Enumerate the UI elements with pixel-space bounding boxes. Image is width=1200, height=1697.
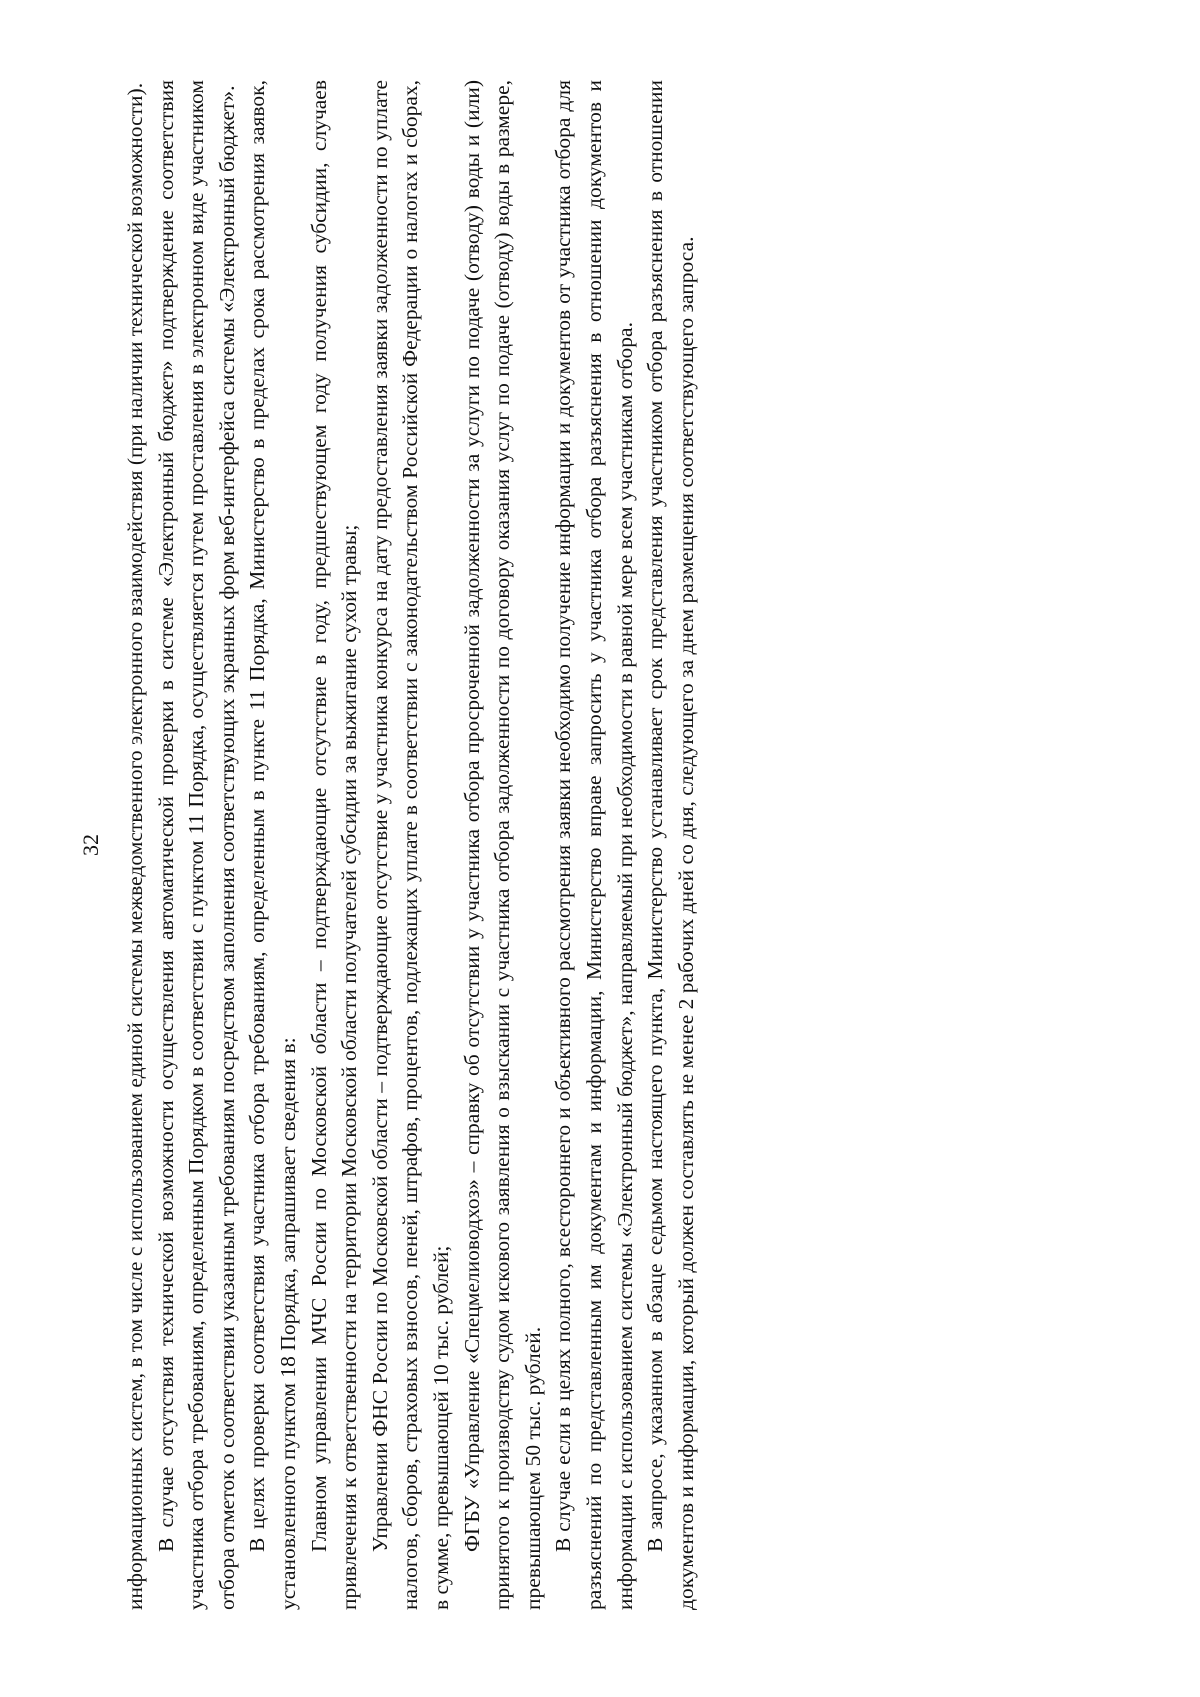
page-number: 32	[78, 834, 103, 856]
paragraph-8: В запросе, указанном в абзаце седьмом настоящего пункта, Министерство устанавливает срок представления участником отбора разъяснения в отношении документов и информации, который должен составлять не менее 2 рабочих дней со дня, следующего за днем размещения соответствующего запроса.	[643, 80, 698, 1610]
paragraph-3: В целях проверки соответствия участника отбора требованиям, определенным в пункте 11 Порядка, Министерство в пределах срока рассмотрения заявок, установленного пунктом 18 Порядка, запрашивает сведения в:	[245, 80, 300, 1610]
document-body	[120, 80, 701, 1610]
paragraph-6: ФГБУ «Управление «Спецмелиоводхоз» – справку об отсутствии у участника отбора просроченной задолженности за услуги по подаче (отводу) воды и (или) принятого к производству судом искового заявления о взыскании с участника отбора задолженности по договору оказания услуг по подаче (отводу) воды в размере, превышающем 50 тыс. рублей.	[459, 80, 545, 1610]
paragraph-7: В случае если в целях полного, всестороннего и объективного рассмотрения заявки необходимо получение информации и документов от участника отбора для разъяснений по представленным им документам и информации, Министерство вправе запросить у участника отбора разъяснения в отношении документов и информации с использованием системы «Электронный бюджет», направляемый при необходимости в равной мере всем участникам отбора.	[551, 80, 637, 1610]
paragraph-4: Главном управлении МЧС России по Московской области – подтверждающие отсутствие в году, предшествующем году получения субсидии, случаев привлечения к ответственности на территории Московской области получателей субсидии за выжигание сухой травы;	[306, 80, 362, 1610]
paragraph-5: Управлении ФНС России по Московской области – подтверждающие отсутствие у участника конкурса на дату предоставления заявки задолженности по уплате налогов, сборов, страховых взносов, пеней, штрафов, процентов, подлежащих уплате в соответствии с законодательством Российской Федерации о налогах и сборах, в сумме, превышающей 10 тыс. рублей;	[367, 80, 453, 1610]
rotated-text-block	[78, 80, 1040, 1610]
paragraph-1: информационных систем, в том числе с использованием единой системы межведомственного электронного взаимодействия (при наличии технической возможности).	[123, 82, 147, 1610]
paragraph-2: В случае отсутствия технической возможности осуществления автоматической проверки в системе «Электронный бюджет» подтверждение соответствия участника отбора требованиям, определенным Порядком в соответствии с пунктом 11 Порядка, осуществляется путем проставления в электронном виде участником отбора отметок о соответствии указанным требованиям посредством заполнения соответствующих экранных форм веб-интерфейса системы «Электронный бюджет».	[153, 80, 239, 1610]
